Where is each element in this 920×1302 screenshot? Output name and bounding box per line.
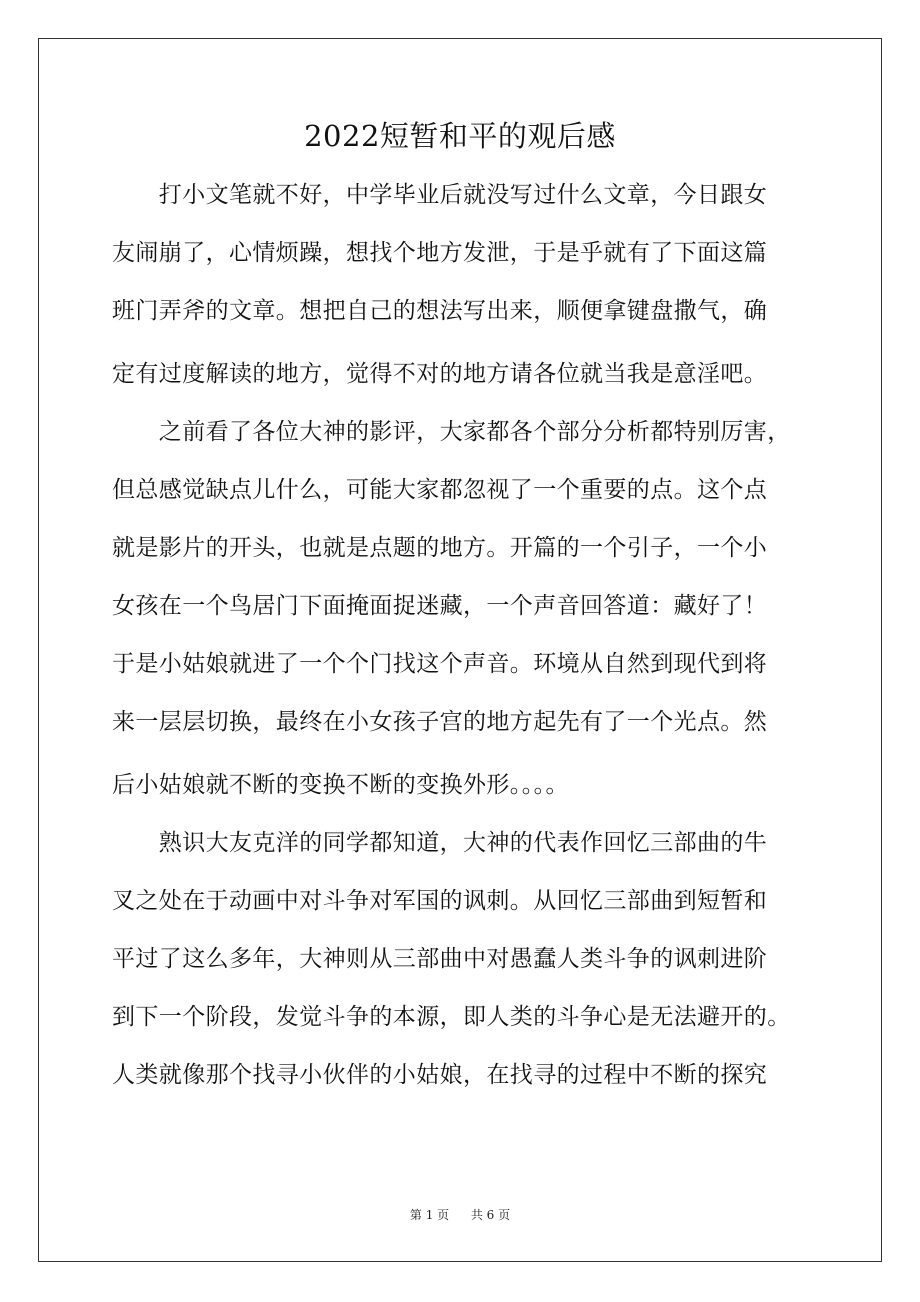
document-title: 2022短暂和平的观后感 [304,119,616,153]
document-body [112,166,822,1104]
page-total: 共 6 页 [470,1208,511,1222]
body-line: 于是小姑娘就进了一个个门找这个声音。环境从自然到现代到将 [112,651,768,677]
body-line: 女孩在一个鸟居门下面掩面捉迷藏，一个声音回答道：藏好了！ [112,593,768,619]
body-line: 之前看了各位大神的影评，大家都各个部分分析都特别厉害， [112,419,791,445]
body-line: 平过了这么多年，大神则从三部曲中对愚蠢人类斗争的讽刺进阶 [112,946,768,972]
page-number: 第 1 页 [409,1208,450,1222]
body-line: 后小姑娘就不断的变换不断的变换外形。。。。 [112,772,569,798]
body-line: 人类就像那个找寻小伙伴的小姑娘，在找寻的过程中不断的探究 [112,1062,768,1088]
body-line: 叉之处在于动画中对斗争对军国的讽刺。从回忆三部曲到短暂和 [112,888,768,914]
page-footer [0,1206,920,1223]
body-line: 来一层层切换，最终在小女孩子宫的地方起先有了一个光点。然 [112,709,768,735]
body-line: 定有过度解读的地方，觉得不对的地方请各位就当我是意淫吧。 [112,361,768,387]
body-line: 就是影片的开头，也就是点题的地方。开篇的一个引子，一个小 [112,535,768,561]
body-line: 打小文笔就不好，中学毕业后就没写过什么文章，今日跟女 [112,182,768,208]
body-line: 到下一个阶段，发觉斗争的本源，即人类的斗争心是无法避开的。 [112,1004,791,1030]
body-line: 熟识大友克洋的同学都知道，大神的代表作回忆三部曲的牛 [112,830,768,856]
body-line: 但总感觉缺点儿什么，可能大家都忽视了一个重要的点。这个点 [112,477,768,503]
body-line: 友闹崩了，心情烦躁，想找个地方发泄，于是乎就有了下面这篇 [112,240,768,266]
body-line: 班门弄斧的文章。想把自己的想法写出来，顺便拿键盘撒气，确 [112,298,768,324]
